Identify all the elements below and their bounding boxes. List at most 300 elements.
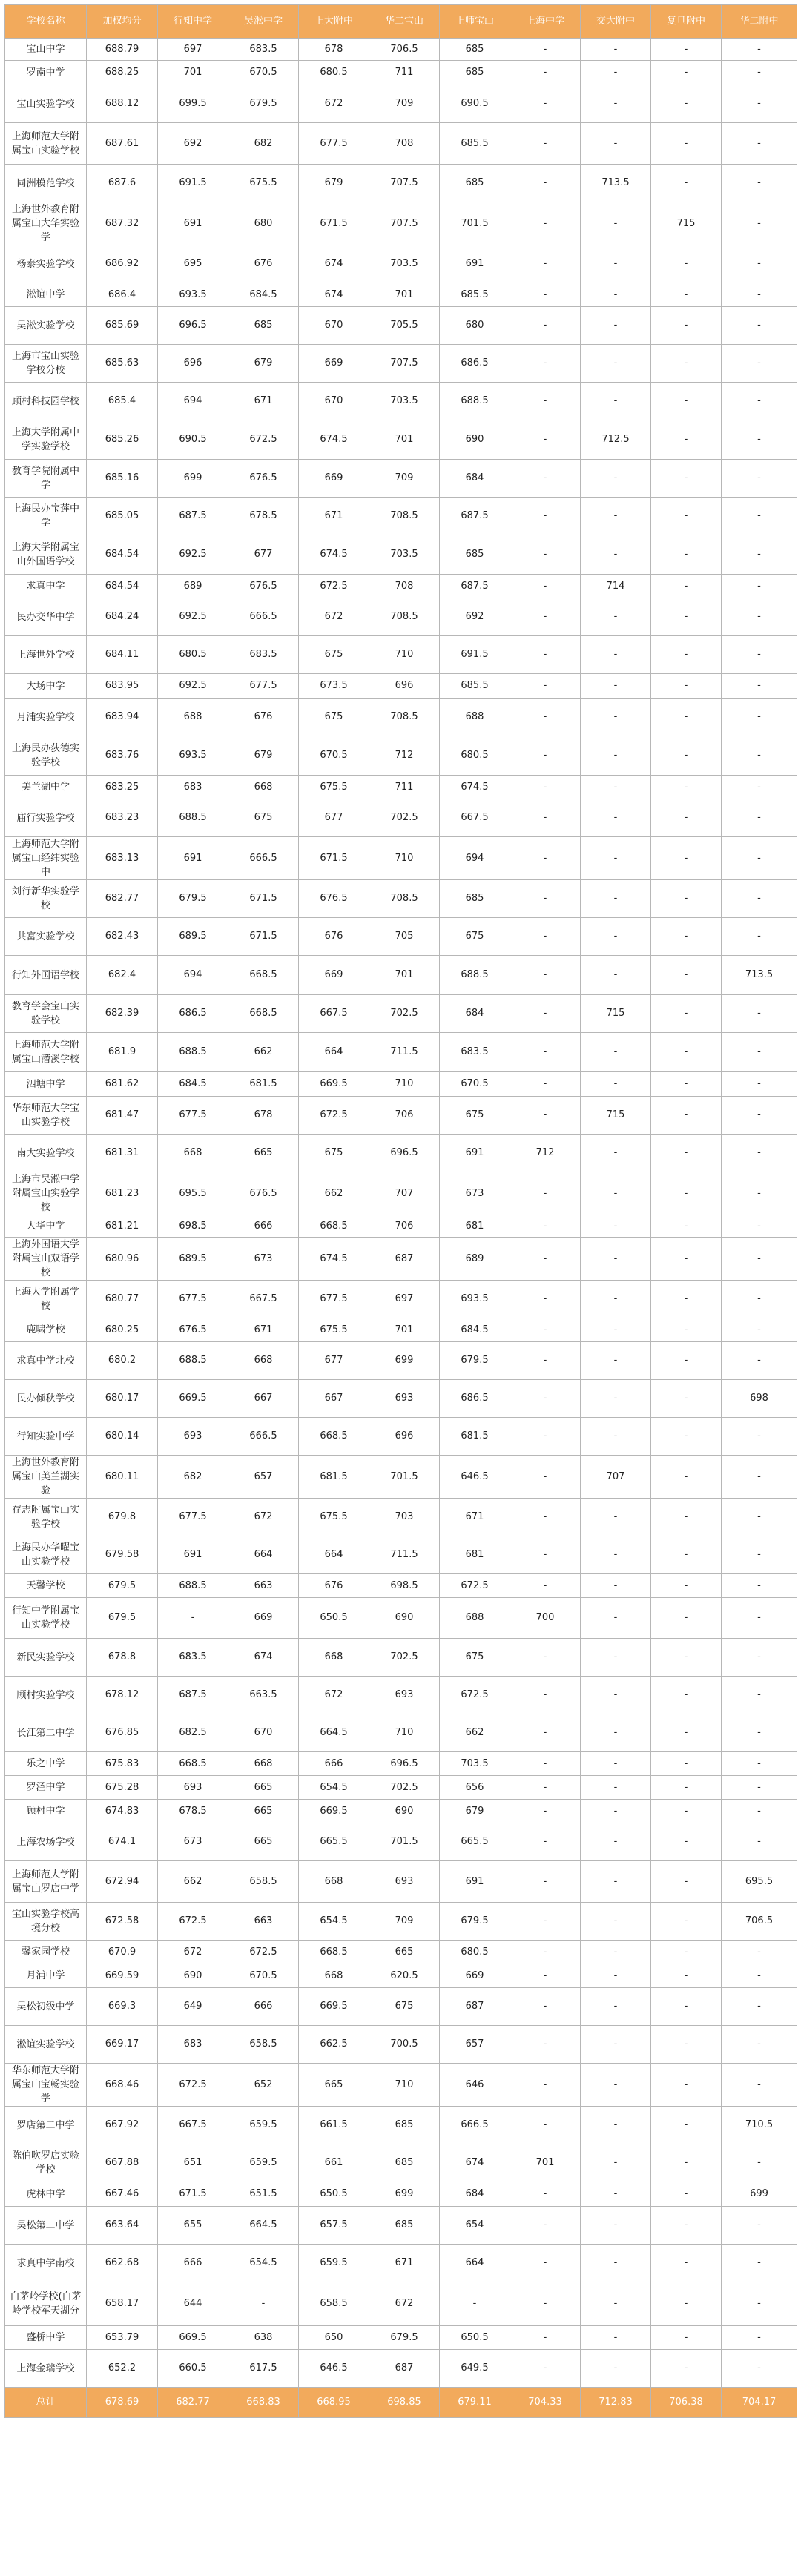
score-cell: - — [722, 202, 797, 245]
table-row — [5, 2326, 797, 2350]
score-cell: 694 — [440, 837, 510, 880]
school-name-cell: 同洲模范学校 — [5, 165, 87, 202]
score-cell: 672 — [299, 1677, 369, 1714]
score-cell: - — [722, 1172, 797, 1215]
score-cell: 672.94 — [87, 1861, 158, 1903]
score-cell: 668.5 — [228, 956, 299, 995]
score-cell: 663.64 — [87, 2207, 158, 2245]
score-cell: 697 — [369, 1281, 440, 1318]
score-cell: 668 — [228, 1752, 299, 1776]
score-cell: 695.5 — [158, 1172, 228, 1215]
school-name-cell: 宝山实验学校 — [5, 85, 87, 123]
score-cell: 682.4 — [87, 956, 158, 995]
score-cell: 658.5 — [228, 1861, 299, 1903]
score-cell: - — [510, 918, 581, 956]
school-name-cell: 求真中学北校 — [5, 1342, 87, 1380]
score-cell: 691.5 — [440, 636, 510, 674]
table-row — [5, 2245, 797, 2282]
table-row — [5, 1861, 797, 1903]
score-cell: 679.5 — [228, 85, 299, 123]
school-name-cell: 上海大学附属中学实验学校 — [5, 420, 87, 460]
score-cell: 653.79 — [87, 2326, 158, 2350]
score-cell: 683.76 — [87, 736, 158, 776]
score-cell: - — [581, 776, 651, 799]
score-cell: 674 — [299, 245, 369, 283]
score-cell: - — [651, 1941, 722, 1964]
score-cell: 696.5 — [158, 307, 228, 345]
score-cell: 701 — [369, 283, 440, 307]
score-cell: 655 — [158, 2207, 228, 2245]
score-cell: 702.5 — [369, 1639, 440, 1677]
score-cell: 676 — [228, 245, 299, 283]
column-header: 交大附中 — [581, 5, 651, 39]
score-cell: 664 — [440, 2245, 510, 2282]
score-cell: - — [510, 383, 581, 420]
table-row — [5, 1677, 797, 1714]
score-cell: 690 — [369, 1800, 440, 1823]
score-cell: 703 — [369, 1499, 440, 1536]
score-cell: 687.6 — [87, 165, 158, 202]
score-cell: 681.21 — [87, 1215, 158, 1238]
score-cell: 698.5 — [369, 1574, 440, 1598]
score-cell: 680.2 — [87, 1342, 158, 1380]
score-cell: - — [722, 699, 797, 736]
score-cell: - — [722, 420, 797, 460]
score-cell: - — [581, 307, 651, 345]
score-cell: - — [722, 2245, 797, 2282]
school-name-cell: 教育学会宝山实验学校 — [5, 995, 87, 1033]
score-cell: 688.5 — [158, 1574, 228, 1598]
score-cell: 668 — [228, 1342, 299, 1380]
score-cell: 649 — [158, 1988, 228, 2026]
score-cell: 691.5 — [158, 165, 228, 202]
school-name-cell: 上海世外学校 — [5, 636, 87, 674]
score-cell: 638 — [228, 2326, 299, 2350]
score-cell: 662 — [299, 1172, 369, 1215]
score-cell: 662 — [440, 1714, 510, 1752]
score-cell: - — [722, 165, 797, 202]
score-cell: 687.5 — [440, 575, 510, 598]
score-cell: - — [581, 85, 651, 123]
score-cell: - — [581, 1342, 651, 1380]
score-cell: 707 — [369, 1172, 440, 1215]
score-cell: 654.5 — [299, 1776, 369, 1800]
score-cell: 714 — [581, 575, 651, 598]
score-cell: 689 — [158, 575, 228, 598]
score-cell: 706.5 — [369, 39, 440, 61]
score-cell: - — [651, 1072, 722, 1097]
score-cell: - — [510, 1238, 581, 1281]
total-cell: 698.85 — [369, 2388, 440, 2418]
score-cell: - — [722, 1598, 797, 1639]
score-cell: - — [722, 1639, 797, 1677]
score-cell: - — [510, 2207, 581, 2245]
score-cell: 707.5 — [369, 165, 440, 202]
table-row — [5, 61, 797, 85]
score-cell: 675 — [440, 1639, 510, 1677]
score-cell: 674.5 — [299, 420, 369, 460]
table-row — [5, 1964, 797, 1988]
score-cell: - — [581, 2144, 651, 2182]
table-row — [5, 1418, 797, 1456]
score-cell: 651.5 — [228, 2182, 299, 2207]
score-cell: - — [722, 1418, 797, 1456]
score-cell: 667.5 — [158, 2107, 228, 2144]
score-cell: 677.5 — [228, 674, 299, 699]
score-cell: - — [581, 2026, 651, 2064]
score-cell: - — [722, 245, 797, 283]
score-cell: 712 — [369, 736, 440, 776]
score-cell: - — [651, 1499, 722, 1536]
table-row — [5, 837, 797, 880]
table-row — [5, 880, 797, 918]
score-cell: 683.13 — [87, 837, 158, 880]
score-cell: 672 — [228, 1499, 299, 1536]
score-cell: 696 — [369, 674, 440, 699]
score-cell: - — [581, 1215, 651, 1238]
score-cell: - — [158, 1598, 228, 1639]
score-cell: 702.5 — [369, 995, 440, 1033]
score-cell: 665 — [228, 1800, 299, 1823]
table-row — [5, 1536, 797, 1574]
column-header: 复旦附中 — [651, 5, 722, 39]
score-cell: 693 — [158, 1776, 228, 1800]
score-cell: - — [651, 918, 722, 956]
score-cell: 682.43 — [87, 918, 158, 956]
score-cell: - — [651, 1776, 722, 1800]
table-row — [5, 245, 797, 283]
score-cell: - — [510, 2064, 581, 2107]
score-cell: - — [510, 202, 581, 245]
score-cell: 683.5 — [158, 1639, 228, 1677]
score-cell: 684 — [440, 460, 510, 498]
score-cell: - — [722, 1097, 797, 1135]
score-cell: 670 — [299, 383, 369, 420]
score-cell: 692.5 — [158, 598, 228, 636]
score-cell: 674 — [228, 1639, 299, 1677]
score-cell: 675 — [299, 699, 369, 736]
score-cell: 711.5 — [369, 1536, 440, 1574]
score-cell: - — [651, 2245, 722, 2282]
score-cell: - — [581, 202, 651, 245]
score-cell: - — [722, 1318, 797, 1342]
score-cell: - — [581, 1964, 651, 1988]
score-cell: 670.9 — [87, 1941, 158, 1964]
score-cell: - — [581, 345, 651, 383]
score-cell: - — [581, 1135, 651, 1172]
score-cell: 693 — [158, 1418, 228, 1456]
score-cell: 680.96 — [87, 1238, 158, 1281]
score-cell: - — [510, 1499, 581, 1536]
score-cell: - — [651, 1903, 722, 1941]
score-cell: 706 — [369, 1097, 440, 1135]
score-cell: - — [510, 837, 581, 880]
total-label: 总计 — [5, 2388, 87, 2418]
score-cell: 689.5 — [158, 1238, 228, 1281]
score-cell: - — [651, 1752, 722, 1776]
score-cell: - — [581, 2282, 651, 2326]
score-cell: 706.5 — [722, 1903, 797, 1941]
score-cell: - — [581, 1714, 651, 1752]
score-cell: 681.31 — [87, 1135, 158, 1172]
score-cell: 702.5 — [369, 1776, 440, 1800]
score-cell: - — [722, 837, 797, 880]
school-name-cell: 上海民办华曜宝山实验学校 — [5, 1536, 87, 1574]
score-cell: - — [651, 575, 722, 598]
score-cell: 685.16 — [87, 460, 158, 498]
score-cell: 701 — [510, 2144, 581, 2182]
total-cell: 668.83 — [228, 2388, 299, 2418]
score-cell: 682.5 — [158, 1714, 228, 1752]
score-cell: - — [722, 1499, 797, 1536]
school-name-cell: 顾村科技园学校 — [5, 383, 87, 420]
score-cell: - — [651, 1318, 722, 1342]
score-cell: - — [651, 1598, 722, 1639]
column-header: 行知中学 — [158, 5, 228, 39]
school-name-cell: 上海金瑞学校 — [5, 2350, 87, 2388]
score-cell: - — [651, 1380, 722, 1418]
score-cell: 669 — [299, 460, 369, 498]
score-cell: - — [722, 736, 797, 776]
school-name-cell: 行知中学附属宝山实验学校 — [5, 1598, 87, 1639]
score-cell: 687.5 — [158, 1677, 228, 1714]
score-cell: - — [510, 307, 581, 345]
score-cell: 710 — [369, 837, 440, 880]
table-row — [5, 1033, 797, 1072]
school-name-cell: 罗店第二中学 — [5, 2107, 87, 2144]
score-cell: - — [722, 1800, 797, 1823]
score-cell: - — [651, 598, 722, 636]
score-cell: 697 — [158, 39, 228, 61]
score-cell: 690.5 — [158, 420, 228, 460]
score-cell: - — [581, 245, 651, 283]
table-row — [5, 535, 797, 575]
score-cell: - — [722, 1988, 797, 2026]
score-cell: 681 — [440, 1215, 510, 1238]
score-cell: - — [581, 283, 651, 307]
score-cell: - — [581, 1574, 651, 1598]
table-row — [5, 1823, 797, 1861]
score-cell: - — [581, 1281, 651, 1318]
score-cell: - — [581, 1988, 651, 2026]
score-cell: - — [722, 1941, 797, 1964]
score-cell: 675 — [299, 636, 369, 674]
table-row — [5, 956, 797, 995]
score-cell: - — [510, 995, 581, 1033]
school-name-cell: 华东师范大学附属宝山宝畅实验学 — [5, 2064, 87, 2107]
table-row — [5, 2144, 797, 2182]
score-cell: 685.05 — [87, 498, 158, 535]
score-cell: 686.4 — [87, 283, 158, 307]
table-row — [5, 307, 797, 345]
score-cell: - — [510, 1097, 581, 1135]
score-cell: 683.5 — [440, 1033, 510, 1072]
school-name-cell: 行知外国语学校 — [5, 956, 87, 995]
table-row — [5, 736, 797, 776]
score-cell: 672.5 — [228, 420, 299, 460]
score-cell: - — [651, 1281, 722, 1318]
score-cell: 669 — [299, 345, 369, 383]
score-cell: 668.5 — [299, 1941, 369, 1964]
score-cell: - — [722, 2064, 797, 2107]
score-cell: - — [651, 956, 722, 995]
score-cell: 667.88 — [87, 2144, 158, 2182]
table-row — [5, 1800, 797, 1823]
score-cell: 667.5 — [228, 1281, 299, 1318]
table-row — [5, 165, 797, 202]
score-cell: 678.12 — [87, 1677, 158, 1714]
score-cell: - — [581, 1941, 651, 1964]
score-cell: - — [510, 498, 581, 535]
score-cell: - — [722, 995, 797, 1033]
score-cell: - — [651, 420, 722, 460]
score-cell: 679.5 — [87, 1598, 158, 1639]
score-cell: - — [651, 1988, 722, 2026]
table-row — [5, 1215, 797, 1238]
score-cell: - — [651, 1639, 722, 1677]
score-cell: 666.5 — [228, 1418, 299, 1456]
score-cell: 665 — [228, 1823, 299, 1861]
score-cell: 710 — [369, 1072, 440, 1097]
school-name-cell: 上海师范大学附属宝山实验学校 — [5, 123, 87, 165]
table-row — [5, 2207, 797, 2245]
score-cell: - — [722, 39, 797, 61]
score-cell: 696 — [369, 1418, 440, 1456]
score-cell: - — [510, 1033, 581, 1072]
score-cell: 705.5 — [369, 307, 440, 345]
score-cell: 680.5 — [158, 636, 228, 674]
score-cell: - — [651, 460, 722, 498]
score-cell: 669.3 — [87, 1988, 158, 2026]
score-cell: - — [510, 699, 581, 736]
score-cell: 701 — [369, 1318, 440, 1342]
score-cell: - — [722, 1342, 797, 1380]
score-cell: 680.77 — [87, 1281, 158, 1318]
score-cell: 681.5 — [299, 1456, 369, 1499]
score-cell: 701 — [369, 420, 440, 460]
score-cell: 686.5 — [440, 345, 510, 383]
school-name-cell: 月浦实验学校 — [5, 699, 87, 736]
score-cell: 667.46 — [87, 2182, 158, 2207]
score-cell: 663 — [228, 1574, 299, 1598]
score-cell: 715 — [581, 1097, 651, 1135]
school-name-cell: 新民实验学校 — [5, 1639, 87, 1677]
table-row — [5, 1639, 797, 1677]
score-cell: 691 — [440, 245, 510, 283]
table-row — [5, 776, 797, 799]
score-cell: 699 — [158, 460, 228, 498]
score-cell: 682.39 — [87, 995, 158, 1033]
score-cell: 709 — [369, 460, 440, 498]
score-cell: 673 — [440, 1172, 510, 1215]
score-cell: 683 — [158, 2026, 228, 2064]
school-name-cell: 求真中学 — [5, 575, 87, 598]
score-cell: - — [581, 1677, 651, 1714]
school-name-cell: 上海师范大学附属宝山潜溪学校 — [5, 1033, 87, 1072]
score-cell: - — [581, 1776, 651, 1800]
table-row — [5, 1752, 797, 1776]
score-cell: 710 — [369, 636, 440, 674]
score-cell: - — [510, 1342, 581, 1380]
score-cell: 687 — [369, 1238, 440, 1281]
score-cell: 699 — [369, 2182, 440, 2207]
score-cell: 659.5 — [228, 2107, 299, 2144]
score-cell: 671.5 — [228, 880, 299, 918]
score-cell: 684.5 — [228, 283, 299, 307]
score-cell: 708 — [369, 123, 440, 165]
column-header: 上师宝山 — [440, 5, 510, 39]
score-cell: - — [651, 2026, 722, 2064]
score-cell: 665 — [228, 1135, 299, 1172]
score-cell: 664.5 — [299, 1714, 369, 1752]
score-cell: - — [722, 460, 797, 498]
score-cell: - — [651, 776, 722, 799]
school-name-cell: 上海师范大学附属宝山罗店中学 — [5, 1861, 87, 1903]
score-cell: 699 — [369, 1342, 440, 1380]
school-name-cell: 上海大学附属宝山外国语学校 — [5, 535, 87, 575]
score-cell: 683.5 — [228, 636, 299, 674]
score-cell: - — [651, 85, 722, 123]
table-row — [5, 918, 797, 956]
score-cell: 677.5 — [158, 1097, 228, 1135]
total-cell: 706.38 — [651, 2388, 722, 2418]
school-name-cell: 上海师范大学附属宝山经纬实验中 — [5, 837, 87, 880]
score-cell: 669.59 — [87, 1964, 158, 1988]
score-cell: - — [651, 1418, 722, 1456]
table-row — [5, 1342, 797, 1380]
score-cell: 688.5 — [158, 1033, 228, 1072]
score-cell: - — [581, 1598, 651, 1639]
score-cell: 680 — [228, 202, 299, 245]
school-name-cell: 虎林中学 — [5, 2182, 87, 2207]
score-cell: 709 — [369, 1903, 440, 1941]
school-name-cell: 泗塘中学 — [5, 1072, 87, 1097]
column-header: 华二附中 — [722, 5, 797, 39]
school-name-cell: 白茅岭学校(白茅岭学校军天湖分 — [5, 2282, 87, 2326]
score-cell: 693.5 — [440, 1281, 510, 1318]
score-cell: - — [722, 575, 797, 598]
total-row — [5, 2388, 797, 2418]
score-cell: 680 — [440, 307, 510, 345]
score-cell: - — [510, 575, 581, 598]
score-cell: - — [510, 1536, 581, 1574]
score-cell: 687.5 — [158, 498, 228, 535]
table-row — [5, 699, 797, 736]
score-cell: 676.5 — [228, 1172, 299, 1215]
score-cell: 666 — [228, 1215, 299, 1238]
score-cell: 670 — [299, 307, 369, 345]
score-cell: - — [722, 61, 797, 85]
score-cell: - — [651, 283, 722, 307]
score-cell: 675.5 — [228, 165, 299, 202]
score-cell: 672 — [299, 85, 369, 123]
score-cell: - — [581, 1536, 651, 1574]
score-cell: - — [722, 498, 797, 535]
score-cell: 667.5 — [299, 995, 369, 1033]
column-header: 上海中学 — [510, 5, 581, 39]
table-row — [5, 1318, 797, 1342]
score-cell: 670.5 — [228, 1964, 299, 1988]
score-cell: 684.5 — [158, 1072, 228, 1097]
score-cell: - — [581, 1380, 651, 1418]
score-cell: - — [722, 2144, 797, 2182]
school-name-cell: 大场中学 — [5, 674, 87, 699]
score-cell: 689.5 — [158, 918, 228, 956]
table-row — [5, 674, 797, 699]
score-cell: 663.5 — [228, 1677, 299, 1714]
score-cell: - — [722, 345, 797, 383]
total-cell: 704.17 — [722, 2388, 797, 2418]
